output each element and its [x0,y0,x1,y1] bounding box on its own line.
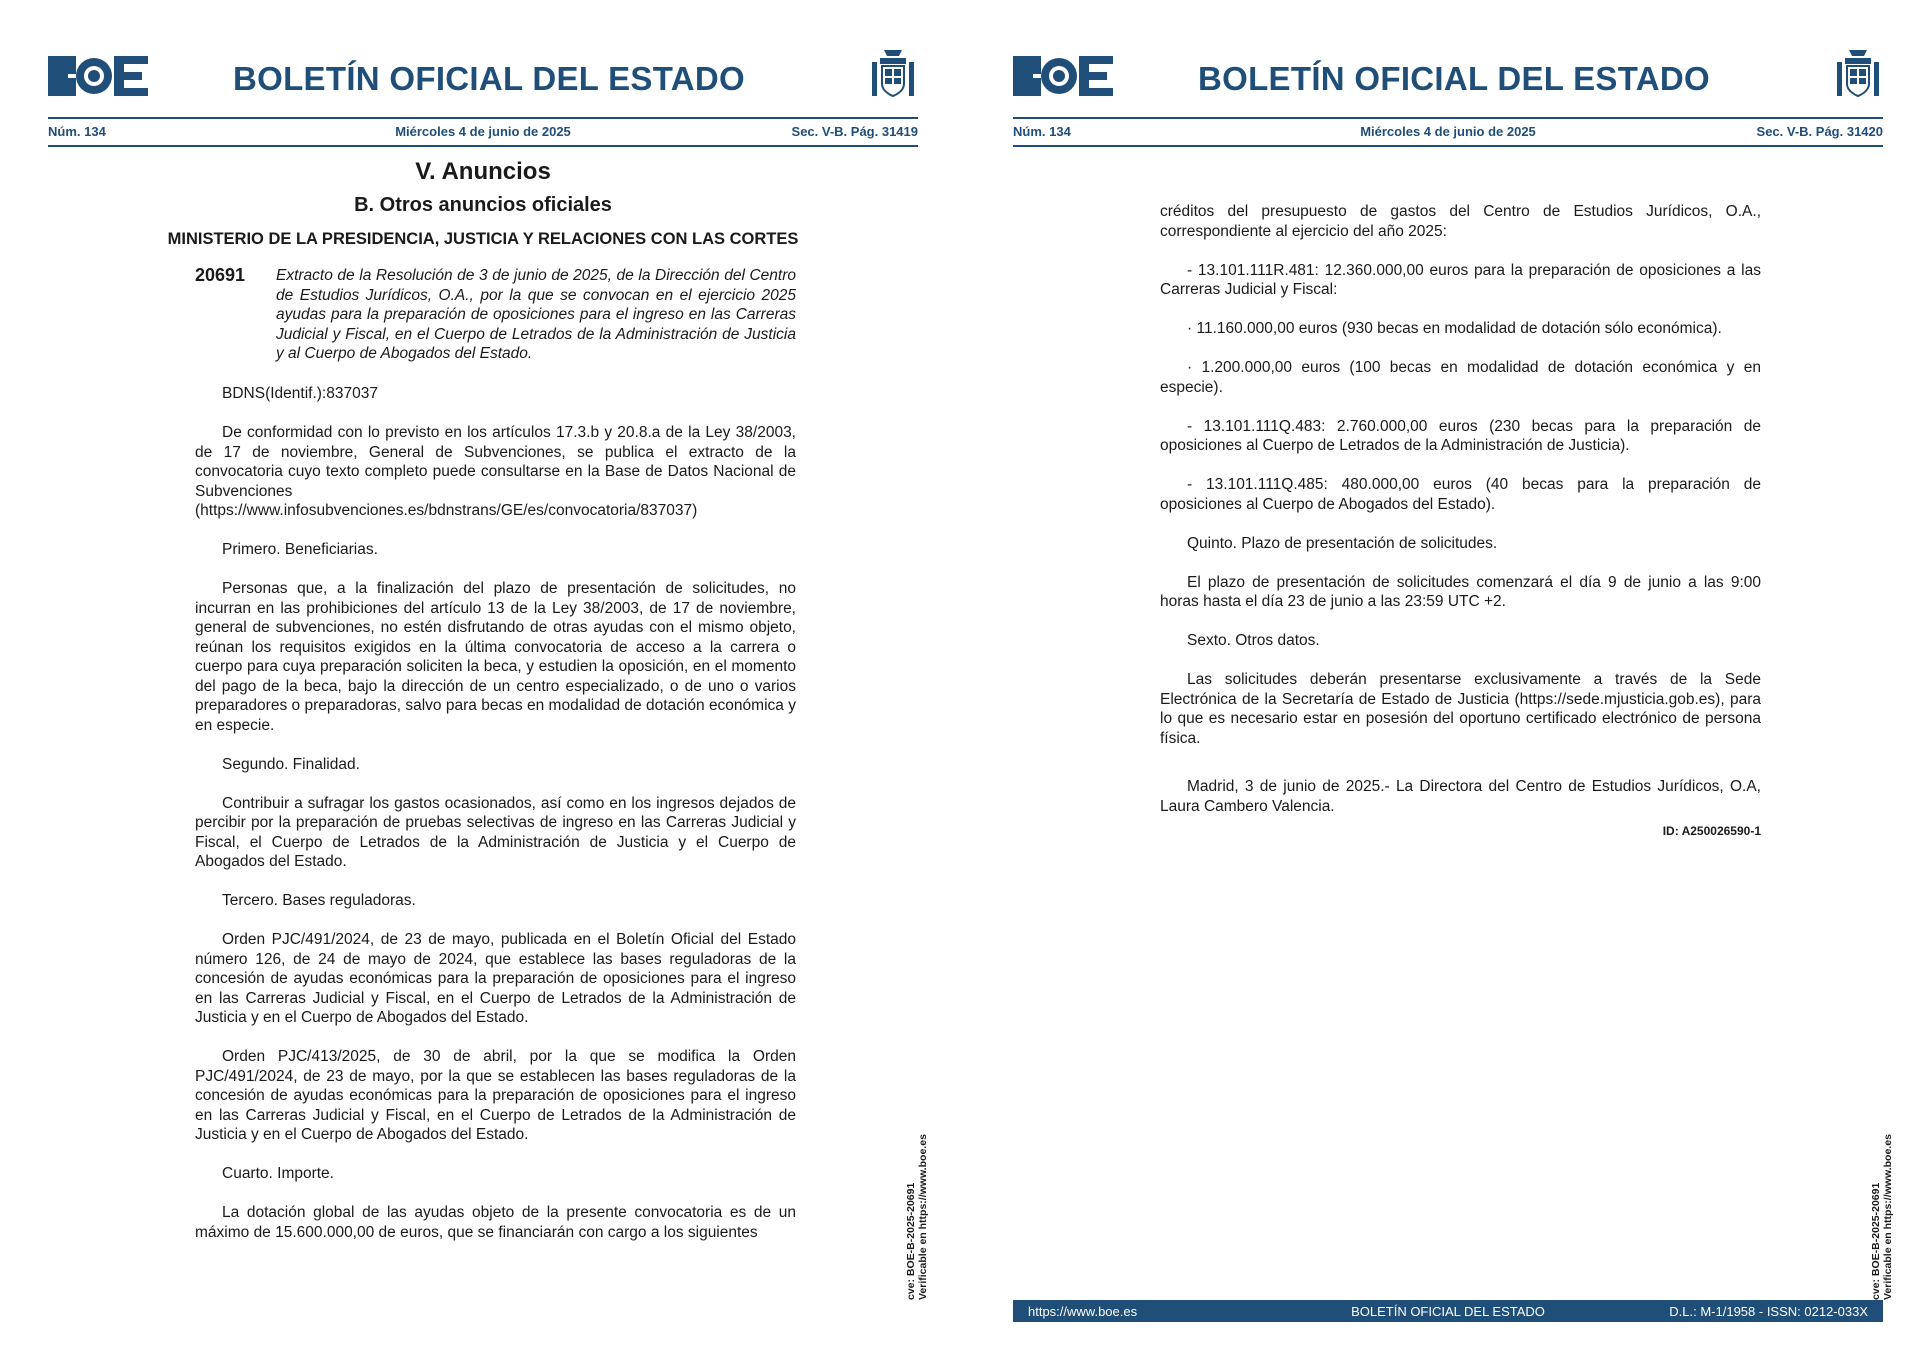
paragraph: - 13.101.111R.481: 12.360.000,00 euros para la preparación de oposiciones a las Carreras Judicial y Fiscal: [1160,261,1761,298]
header-rule-top [1013,117,1883,119]
footer-url-link[interactable]: https://www.boe.es [1028,1304,1138,1319]
boe-page-right [965,0,1920,1359]
signature: Madrid, 3 de junio de 2025.- La Directora del Centro de Estudios Jurídicos, O.A, Laura Cambero Valencia. [1160,778,1761,815]
issue-date: Miércoles 4 de junio de 2025 [395,124,571,139]
footer-title: BOLETÍN OFICIAL DEL ESTADO [1351,1304,1545,1319]
boe-logo-icon [48,56,148,96]
paragraph: El plazo de presentación de solicitudes comenzará el día 9 de junio a las 9:00 horas hasta el día 23 de junio a las 23:59 UTC +2. [1160,573,1761,610]
masthead-title: BOLETÍN OFICIAL DEL ESTADO [233,60,745,97]
footer-legal: D.L.: M-1/1958 - ISSN: 0212-033X [1669,1304,1868,1319]
paragraph: Cuarto. Importe. [222,1165,334,1182]
side-cve-text [905,1120,929,1300]
body-text [195,384,796,1262]
anuncio-number: 20691 [195,265,246,285]
subsection-title: B. Otros anuncios oficiales [354,194,612,216]
paragraph: · 11.160.000,00 euros (930 becas en modalidad de dotación sólo económica). [1187,320,1722,337]
paragraph: Personas que, a la finalización del plazo de presentación de solicitudes, no incurran en las prohibiciones del artículo 13 de la Ley 38/2003, de 17 de noviembre, general de subvenciones, no estén disfrutando de otras ayudas con el mismo objeto, reúnan los requisitos exigidos en la última convocatoria de acceso a la carrera o cuerpo para cuya preparación soliciten la beca, y estudien la oposición, en el momento del pago de la beca, bajo la dirección de un centro especializado, o de uno o varios preparadores o preparadoras, salvo para becas en modalidad de dotación económica y en especie. [195,580,796,734]
section-page: Sec. V-B. Pág. 31420 [1756,124,1883,139]
header-rule-bottom [48,145,918,147]
page-header [1013,52,1883,100]
continuation-paragraph: créditos del presupuesto de gastos del Centro de Estudios Jurídicos, O.A., correspondiente al ejercicio del año 2025: [1160,203,1761,240]
paragraph: Orden PJC/491/2024, de 23 de mayo, publicada en el Boletín Oficial del Estado número 126, de 24 de mayo de 2024, que establece las bases reguladoras de la concesión de ayudas económicas para la preparación de oposiciones para el ingreso en las Carreras Judicial y Fiscal, en el Cuerpo de Letrados de la Administración de Justicia y en el Cuerpo de Abogados del Estado. [195,931,796,1026]
coat-of-arms-icon [870,48,916,100]
body-text [1160,202,1761,841]
paragraph: Las solicitudes deberán presentarse exclusivamente a través de la Sede Electrónica de la Secretaría de Estado de Justicia (https://sede.mjusticia.gob.es), para lo que es necesario estar en posesión del oportuno certificado electrónico de persona física. [1160,671,1761,747]
section-title: V. Anuncios [415,158,551,185]
document-id: ID: A250026590-1 [1662,823,1761,838]
header-rule-top [48,117,918,119]
header-rule-bottom [1013,145,1883,147]
side-verification [905,1120,929,1300]
meta-bar [1013,122,1883,142]
ministry-heading: MINISTERIO DE LA PRESIDENCIA, JUSTICIA Y RELACIONES CON LAS CORTES [167,230,799,248]
side-cve: cve: BOE-B-2025-20691 [905,1182,917,1300]
paragraph: - 13.101.111Q.483: 2.760.000,00 euros (230 becas para la preparación de oposiciones al Cuerpo de Letrados de la Administración de Justicia). [1160,417,1761,454]
paragraph: Orden PJC/413/2025, de 30 de abril, por la que se modifica la Orden PJC/491/2024, de 23 de mayo, por la que se establecen las bases reguladoras de la concesión de ayudas económicas para la preparación de oposiciones para el ingreso en las Carreras Judicial y Fiscal, en el Cuerpo de Letrados de la Administración de Justicia y en el Cuerpo de Abogados del Estado. [195,1048,796,1143]
paragraph: BDNS(Identif.):837037 [222,385,378,402]
side-cve-text [1870,1120,1894,1300]
paragraph: Sexto. Otros datos. [1187,632,1320,649]
paragraph: La dotación global de las ayudas objeto de la presente convocatoria es de un máximo de 15.600.000,00 de euros, que se financiarán con cargo a los siguientes [195,1204,796,1241]
coat-of-arms-icon [1835,48,1881,100]
issue-number: Núm. 134 [1013,124,1071,139]
anuncio-title: Extracto de la Resolución de 3 de junio de 2025, de la Dirección del Centro de Estudios Jurídicos, O.A., por la que se convocan en el ejercicio 2025 ayudas para la preparación de oposiciones para el ingreso en las Carreras Judicial y Fiscal, en el Cuerpo de Letrados de la Administración de Justicia y al Cuerpo de Abogados del Estado. [276,267,796,362]
masthead-title: BOLETÍN OFICIAL DEL ESTADO [1198,60,1710,97]
side-verification [1870,1120,1894,1300]
paragraph: Segundo. Finalidad. [222,755,360,773]
side-verif[interactable]: Verificable en https://www.boe.es [1882,1134,1894,1300]
issue-number: Núm. 134 [48,124,106,139]
paragraph: Quinto. Plazo de presentación de solicitudes. [1187,534,1498,552]
page-header [48,52,918,100]
side-verif[interactable]: Verificable en https://www.boe.es [917,1134,929,1300]
paragraph: Contribuir a sufragar los gastos ocasionados, así como en los ingresos dejados de percibir por la preparación de pruebas selectivas de ingreso en las Carreras Judicial y Fiscal, el Cuerpo de Letrados de la Administración de Justicia y el Cuerpo de Abogados del Estado. [195,794,796,870]
paragraph: Tercero. Bases reguladoras. [222,892,416,909]
paragraph: - 13.101.111Q.485: 480.000,00 euros (40 becas para la preparación de oposiciones al Cuerpo de Abogados del Estado). [1160,476,1761,513]
section-page: Sec. V-B. Pág. 31419 [791,124,918,139]
paragraph: Primero. Beneficiarias. [222,541,378,558]
boe-logo-icon [1013,56,1113,96]
paragraph: De conformidad con lo previsto en los artículos 17.3.b y 20.8.a de la Ley 38/2003, de 17 de noviembre, General de Subvenciones, se publica el extracto de la convocatoria cuyo texto completo puede consultarse en la Base de Datos Nacional de Subvenciones (https://www.infosubvenciones.es/bdnstrans/GE/es/convocatoria/837037) [195,424,796,519]
meta-bar [48,122,918,142]
issue-date: Miércoles 4 de junio de 2025 [1360,124,1536,139]
side-cve: cve: BOE-B-2025-20691 [1870,1182,1882,1300]
paragraph: · 1.200.000,00 euros (100 becas en modalidad de dotación económica y en especie). [1160,359,1761,396]
page-footer [1013,1300,1883,1322]
